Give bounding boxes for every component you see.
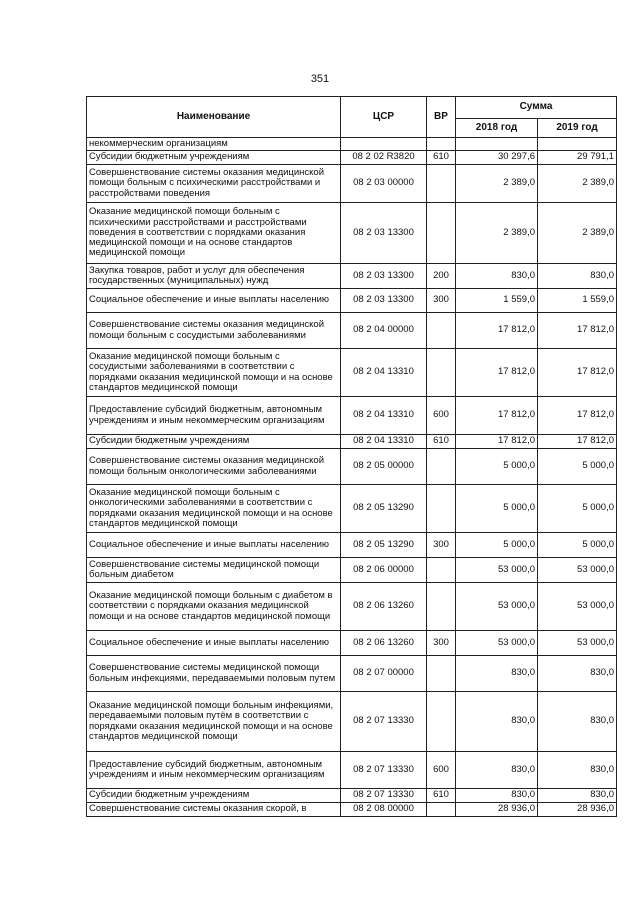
table-row — [87, 656, 617, 692]
row-name-cell: Оказание медицинской помощи больным инфекциями, передаваемыми половым путём в соответствии с порядками оказания медицинской помощи и на основе стандартов медицинской помощи — [87, 692, 341, 752]
row-csr-cell: 08 2 07 13330 — [341, 752, 427, 789]
table-row — [87, 803, 617, 817]
header-2019: 2019 год — [538, 119, 617, 138]
header-vr: ВР — [427, 97, 456, 138]
row-vr-cell — [427, 449, 456, 485]
row-sum-2019-cell: 17 812,0 — [538, 313, 617, 349]
row-sum-2018-cell: 53 000,0 — [456, 631, 538, 656]
row-sum-2019-cell: 17 812,0 — [538, 397, 617, 435]
row-csr-cell: 08 2 07 00000 — [341, 656, 427, 692]
row-sum-2018-cell: 17 812,0 — [456, 313, 538, 349]
row-vr-cell — [427, 138, 456, 151]
row-sum-2018-cell: 830,0 — [456, 656, 538, 692]
row-name-cell: Предоставление субсидий бюджетным, автономным учреждениям и иным некоммерческим организациям — [87, 752, 341, 789]
table-body — [87, 138, 617, 817]
row-csr-cell: 08 2 04 00000 — [341, 313, 427, 349]
row-sum-2019-cell: 5 000,0 — [538, 485, 617, 533]
row-name-cell: Закупка товаров, работ и услуг для обеспечения государственных (муниципальных) нужд — [87, 264, 341, 289]
row-vr-cell — [427, 803, 456, 817]
row-sum-2019-cell: 830,0 — [538, 789, 617, 803]
row-sum-2018-cell: 17 812,0 — [456, 349, 538, 397]
row-name-cell: Совершенствование системы оказания медицинской помощи больным с психическими расстройствами и расстройствами поведения — [87, 165, 341, 203]
row-vr-cell: 300 — [427, 631, 456, 656]
row-vr-cell: 300 — [427, 289, 456, 313]
row-name-cell: некоммерческим организациям — [87, 138, 341, 151]
row-sum-2018-cell: 830,0 — [456, 789, 538, 803]
row-sum-2019-cell: 17 812,0 — [538, 435, 617, 449]
row-csr-cell: 08 2 06 13260 — [341, 583, 427, 631]
row-sum-2018-cell: 17 812,0 — [456, 435, 538, 449]
row-sum-2018-cell: 28 936,0 — [456, 803, 538, 817]
row-csr-cell: 08 2 06 13260 — [341, 631, 427, 656]
row-sum-2018-cell: 5 000,0 — [456, 449, 538, 485]
table-row — [87, 264, 617, 289]
row-vr-cell — [427, 692, 456, 752]
table-row — [87, 435, 617, 449]
row-vr-cell — [427, 583, 456, 631]
row-vr-cell: 610 — [427, 789, 456, 803]
row-sum-2018-cell: 5 000,0 — [456, 485, 538, 533]
header-name: Наименование — [87, 97, 341, 138]
row-vr-cell — [427, 313, 456, 349]
row-csr-cell: 08 2 05 00000 — [341, 449, 427, 485]
row-csr-cell: 08 2 05 13290 — [341, 533, 427, 558]
row-sum-2018-cell: 17 812,0 — [456, 397, 538, 435]
row-sum-2018-cell: 53 000,0 — [456, 583, 538, 631]
row-sum-2018-cell: 2 389,0 — [456, 165, 538, 203]
row-sum-2018-cell: 5 000,0 — [456, 533, 538, 558]
row-sum-2019-cell: 28 936,0 — [538, 803, 617, 817]
row-vr-cell — [427, 165, 456, 203]
table-row — [87, 631, 617, 656]
row-sum-2019-cell: 2 389,0 — [538, 165, 617, 203]
table-row — [87, 449, 617, 485]
row-csr-cell: 08 2 04 13310 — [341, 435, 427, 449]
row-sum-2019-cell: 17 812,0 — [538, 349, 617, 397]
row-name-cell: Оказание медицинской помощи больным с психическими расстройствами и расстройствами поведения в соответствии с порядками оказания медицинской помощи и на основе стандартов медицинской помощи — [87, 203, 341, 264]
table-row — [87, 692, 617, 752]
table-row — [87, 752, 617, 789]
table-row — [87, 583, 617, 631]
row-sum-2018-cell: 30 297,6 — [456, 151, 538, 165]
row-vr-cell — [427, 349, 456, 397]
row-name-cell: Оказание медицинской помощи больным с диабетом в соответствии с порядками оказания медицинской помощи и на основе стандартов медицинской помощи — [87, 583, 341, 631]
table-row — [87, 789, 617, 803]
row-vr-cell — [427, 203, 456, 264]
row-csr-cell — [341, 138, 427, 151]
row-vr-cell: 610 — [427, 435, 456, 449]
row-sum-2019-cell: 830,0 — [538, 752, 617, 789]
row-csr-cell: 08 2 05 13290 — [341, 485, 427, 533]
row-sum-2019-cell: 53 000,0 — [538, 583, 617, 631]
row-vr-cell — [427, 558, 456, 583]
table-row — [87, 533, 617, 558]
table-row — [87, 313, 617, 349]
row-name-cell: Совершенствование системы оказания медицинской помощи больным с сосудистыми заболеваниями — [87, 313, 341, 349]
header-sum: Сумма — [456, 97, 617, 119]
row-sum-2019-cell: 830,0 — [538, 692, 617, 752]
row-name-cell: Субсидии бюджетным учреждениям — [87, 435, 341, 449]
row-name-cell: Совершенствование системы оказания скорой, в — [87, 803, 341, 817]
row-sum-2018-cell: 53 000,0 — [456, 558, 538, 583]
row-name-cell: Субсидии бюджетным учреждениям — [87, 151, 341, 165]
row-name-cell: Оказание медицинской помощи больным с сосудистыми заболеваниями в соответствии с порядками оказания медицинской помощи и на основе стандартов медицинской помощи — [87, 349, 341, 397]
row-name-cell: Совершенствование системы оказания медицинской помощи больным онкологическими заболеваниями — [87, 449, 341, 485]
row-sum-2019-cell — [538, 138, 617, 151]
header-csr: ЦСР — [341, 97, 427, 138]
row-sum-2018-cell: 830,0 — [456, 264, 538, 289]
row-csr-cell: 08 2 07 13330 — [341, 692, 427, 752]
row-vr-cell — [427, 485, 456, 533]
row-name-cell: Социальное обеспечение и иные выплаты населению — [87, 533, 341, 558]
row-name-cell: Предоставление субсидий бюджетным, автономным учреждениям и иным некоммерческим организациям — [87, 397, 341, 435]
row-csr-cell: 08 2 03 13300 — [341, 203, 427, 264]
row-vr-cell — [427, 656, 456, 692]
row-sum-2019-cell: 830,0 — [538, 656, 617, 692]
row-sum-2018-cell: 830,0 — [456, 752, 538, 789]
row-vr-cell: 600 — [427, 752, 456, 789]
row-sum-2019-cell: 1 559,0 — [538, 289, 617, 313]
row-name-cell: Социальное обеспечение и иные выплаты населению — [87, 631, 341, 656]
table-row — [87, 138, 617, 151]
row-vr-cell: 600 — [427, 397, 456, 435]
row-sum-2019-cell: 53 000,0 — [538, 558, 617, 583]
table-row — [87, 397, 617, 435]
row-csr-cell: 08 2 06 00000 — [341, 558, 427, 583]
row-sum-2019-cell: 5 000,0 — [538, 449, 617, 485]
table-row — [87, 289, 617, 313]
row-csr-cell: 08 2 03 00000 — [341, 165, 427, 203]
table-row — [87, 485, 617, 533]
row-csr-cell: 08 2 03 13300 — [341, 264, 427, 289]
row-vr-cell: 200 — [427, 264, 456, 289]
header-2018: 2018 год — [456, 119, 538, 138]
row-csr-cell: 08 2 07 13330 — [341, 789, 427, 803]
row-csr-cell: 08 2 02 R3820 — [341, 151, 427, 165]
row-sum-2019-cell: 5 000,0 — [538, 533, 617, 558]
page-number: 351 — [310, 73, 330, 85]
table-row — [87, 558, 617, 583]
row-sum-2019-cell: 830,0 — [538, 264, 617, 289]
row-sum-2018-cell: 2 389,0 — [456, 203, 538, 264]
row-csr-cell: 08 2 04 13310 — [341, 349, 427, 397]
table-row — [87, 203, 617, 264]
row-sum-2019-cell: 53 000,0 — [538, 631, 617, 656]
row-name-cell: Совершенствование системы медицинской помощи больным диабетом — [87, 558, 341, 583]
table-row — [87, 151, 617, 165]
row-csr-cell: 08 2 08 00000 — [341, 803, 427, 817]
table-row — [87, 165, 617, 203]
table-row — [87, 349, 617, 397]
budget-table — [86, 96, 617, 817]
row-csr-cell: 08 2 04 13310 — [341, 397, 427, 435]
row-sum-2019-cell: 29 791,1 — [538, 151, 617, 165]
row-csr-cell: 08 2 03 13300 — [341, 289, 427, 313]
row-sum-2018-cell: 1 559,0 — [456, 289, 538, 313]
row-name-cell: Социальное обеспечение и иные выплаты населению — [87, 289, 341, 313]
row-vr-cell: 300 — [427, 533, 456, 558]
row-sum-2019-cell: 2 389,0 — [538, 203, 617, 264]
row-name-cell: Оказание медицинской помощи больным с онкологическими заболеваниями в соответствии с порядками оказания медицинской помощи и на основе стандартов медицинской помощи — [87, 485, 341, 533]
row-sum-2018-cell: 830,0 — [456, 692, 538, 752]
row-name-cell: Субсидии бюджетным учреждениям — [87, 789, 341, 803]
row-vr-cell: 610 — [427, 151, 456, 165]
row-sum-2018-cell — [456, 138, 538, 151]
row-name-cell: Совершенствование системы медицинской помощи больным инфекциями, передаваемыми половым путем — [87, 656, 341, 692]
